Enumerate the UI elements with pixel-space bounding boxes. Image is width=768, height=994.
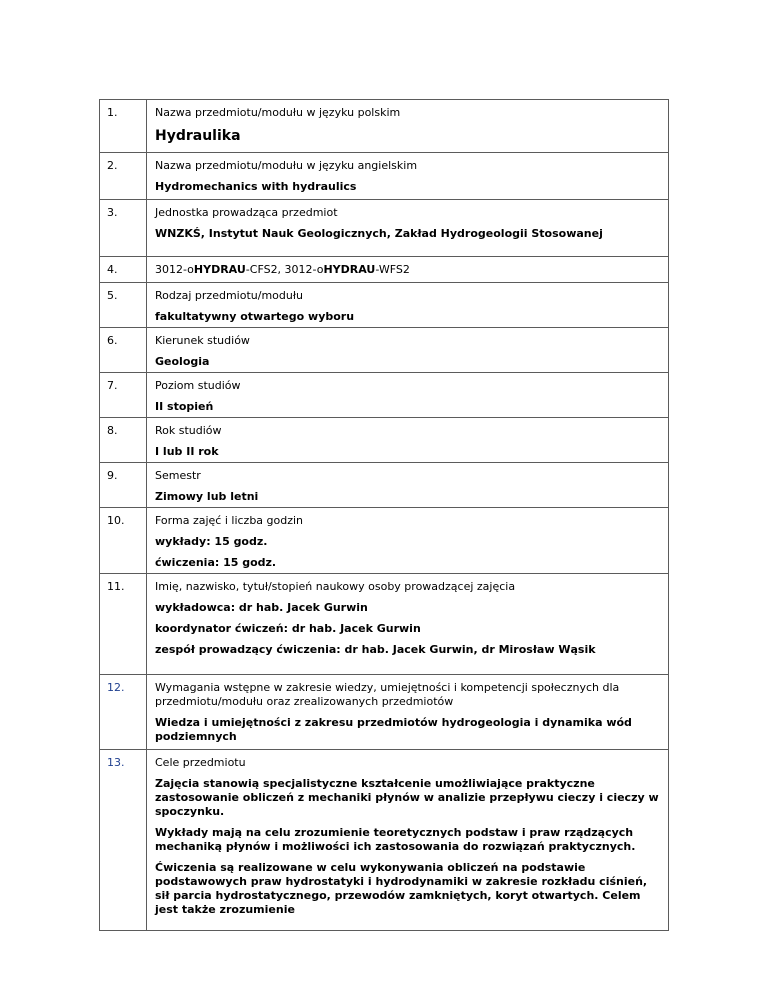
field-label: Semestr xyxy=(155,469,201,482)
row-number: 2. xyxy=(107,159,118,172)
field-value: WNZKŚ, Instytut Nauk Geologicznych, Zakład Hydrogeologii Stosowanej xyxy=(155,227,603,240)
table-row xyxy=(100,574,669,675)
row-number: 3. xyxy=(107,206,118,219)
table-row xyxy=(100,100,669,153)
field-value: Geologia xyxy=(155,355,210,368)
table-row xyxy=(100,153,669,200)
field-value: wykłady: 15 godz. xyxy=(155,535,268,548)
table-row xyxy=(100,257,669,283)
field-value: koordynator ćwiczeń: dr hab. Jacek Gurwin xyxy=(155,622,421,635)
row-number: 4. xyxy=(107,263,118,276)
table-row xyxy=(100,283,669,328)
field-label: Forma zajęć i liczba godzin xyxy=(155,514,304,527)
field-value: II stopień xyxy=(155,400,214,413)
field-value: Zimowy lub letni xyxy=(155,490,259,503)
field-label: Poziom studiów xyxy=(155,379,241,392)
field-value: fakultatywny otwartego wyboru xyxy=(155,310,355,323)
row-number: 12. xyxy=(107,681,125,694)
table-row xyxy=(100,508,669,574)
row-number: 7. xyxy=(107,379,118,392)
field-value: Hydromechanics with hydraulics xyxy=(155,180,357,193)
table-row xyxy=(100,675,669,750)
field-label: Jednostka prowadząca przedmiot xyxy=(155,206,338,219)
field-label: Nazwa przedmiotu/modułu w języku polskim xyxy=(155,106,401,119)
row-number: 5. xyxy=(107,289,118,302)
field-label: Rok studiów xyxy=(155,424,222,437)
field-value: Hydraulika xyxy=(155,128,241,144)
row-number: 10. xyxy=(107,514,125,527)
field-value: wykładowca: dr hab. Jacek Gurwin xyxy=(155,601,368,614)
row-number: 1. xyxy=(107,106,118,119)
row-number: 8. xyxy=(107,424,118,437)
field-label: Cele przedmiotu xyxy=(155,756,246,769)
field-value: Wykłady mają na celu zrozumienie teoretycznych podstaw i praw rządzących mechaniką płynów i możliwości ich zastosowania do rozwiązań praktycznych. xyxy=(155,826,636,853)
field-label: Wymagania wstępne w zakresie wiedzy, umiejętności i kompetencji społecznych dla przedmiotu/modułu oraz zrealizowanych przedmiotów xyxy=(155,681,620,708)
table-row xyxy=(100,373,669,418)
table-row xyxy=(100,200,669,257)
table-row xyxy=(100,463,669,508)
table-row xyxy=(100,418,669,463)
table-row xyxy=(100,328,669,373)
syllabus-table xyxy=(99,99,669,931)
row-number: 6. xyxy=(107,334,118,347)
course-codes: 3012-oHYDRAU-CFS2, 3012-oHYDRAU-WFS2 xyxy=(155,263,410,276)
row-number: 11. xyxy=(107,580,125,593)
field-value: ćwiczenia: 15 godz. xyxy=(155,556,277,569)
row-number: 13. xyxy=(107,756,125,769)
field-value: I lub II rok xyxy=(155,445,219,458)
field-label: Nazwa przedmiotu/modułu w języku angielskim xyxy=(155,159,418,172)
field-value: Wiedza i umiejętności z zakresu przedmiotów hydrogeologia i dynamika wód podziemnych xyxy=(155,716,632,743)
field-label: Imię, nazwisko, tytuł/stopień naukowy osoby prowadzącej zajęcia xyxy=(155,580,516,593)
field-label: Kierunek studiów xyxy=(155,334,250,347)
field-value: zespół prowadzący ćwiczenia: dr hab. Jacek Gurwin, dr Mirosław Wąsik xyxy=(155,643,596,656)
field-value: Zajęcia stanowią specjalistyczne kształcenie umożliwiające praktyczne zastosowanie obliczeń z mechaniki płynów w analizie przepływu cieczy i cieczy w spoczynku. xyxy=(155,777,659,818)
field-label: Rodzaj przedmiotu/modułu xyxy=(155,289,303,302)
table-row xyxy=(100,750,669,931)
field-value: Ćwiczenia są realizowane w celu wykonywania obliczeń na podstawie podstawowych praw hydrostatyki i hydrodynamiki w zakresie rozkładu ciśnień, sił parcia hydrostatycznego, przewodów zamkniętych, koryt otwartych. Celem jest także zrozumienie xyxy=(155,861,648,916)
row-number: 9. xyxy=(107,469,118,482)
